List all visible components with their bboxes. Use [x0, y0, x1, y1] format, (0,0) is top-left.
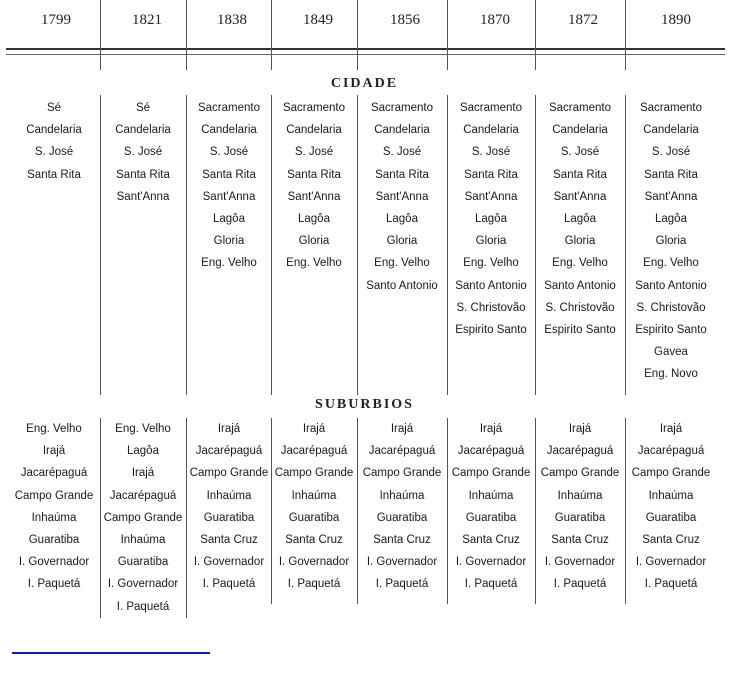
column-divider — [186, 0, 187, 70]
parish-name: Eng. Velho — [115, 423, 171, 435]
parish-name: Candelaria — [643, 124, 699, 137]
parish-name: I. Governador — [366, 556, 438, 569]
parish-name: Irajá — [217, 423, 241, 435]
parish-name: Jacarépaguá — [546, 445, 614, 458]
column-divider — [625, 0, 626, 70]
suburbios-column-1849 — [268, 418, 360, 596]
parish-name: Santa Cruz — [642, 533, 700, 546]
parish-name: S. José — [34, 146, 74, 159]
parish-name: Sant'Anna — [644, 190, 698, 203]
parish-name: Sé — [135, 102, 151, 114]
parish-name: Gloria — [655, 235, 687, 248]
parish-name: Eng. Velho — [26, 423, 82, 435]
parish-name: I. Paquetá — [553, 578, 607, 591]
parish-name: Santa Rita — [644, 168, 698, 181]
parish-name: Gavea — [654, 346, 688, 359]
parish-name: Espirito Santo — [635, 323, 707, 336]
parish-name: Jacarépaguá — [368, 445, 436, 458]
header-rule-top — [6, 48, 725, 50]
year-header-row — [0, 0, 729, 44]
parish-name: Santa Rita — [464, 168, 518, 181]
parish-name: Candelaria — [552, 124, 608, 137]
parish-name: Eng. Velho — [463, 257, 519, 270]
suburbios-column-1870 — [445, 418, 537, 596]
parish-name: Santa Cruz — [200, 533, 258, 546]
cidade-column-1838 — [183, 97, 275, 275]
parish-name: Eng. Velho — [201, 257, 257, 270]
header-rule-bottom — [6, 54, 725, 55]
parish-name: Santa Rita — [375, 168, 429, 181]
parish-name: Gloria — [386, 235, 418, 248]
parish-name: Santa Rita — [553, 168, 607, 181]
column-divider — [357, 0, 358, 70]
parish-name: Candelaria — [286, 124, 342, 137]
parish-name: S. José — [651, 146, 691, 159]
parish-name: S. José — [382, 146, 422, 159]
parish-name: S. Christovão — [636, 301, 706, 314]
parish-name: Gloria — [475, 235, 507, 248]
parish-name: I. Paquetá — [116, 600, 170, 613]
parish-name: I. Governador — [193, 556, 265, 569]
parish-name: Candelaria — [374, 124, 430, 137]
parish-name: Guaratiba — [465, 511, 517, 524]
parish-name: Lagôa — [386, 212, 418, 225]
parish-name: Irajá — [302, 423, 326, 435]
parish-name: Inhaúma — [468, 489, 514, 502]
parish-name: Irajá — [390, 423, 414, 435]
parish-name: Santa Cruz — [551, 533, 609, 546]
parish-name: Sant'Anna — [375, 190, 429, 203]
year-header-1849: 1849 — [303, 12, 333, 28]
parish-name: Inhaúma — [557, 489, 603, 502]
parish-name: Jacarépaguá — [195, 445, 263, 458]
year-header-1870: 1870 — [480, 12, 510, 28]
parish-name: Eng. Velho — [374, 257, 430, 270]
parish-name: Gloria — [564, 235, 596, 248]
parish-name: Espirito Santo — [455, 323, 527, 336]
parish-name: S. José — [209, 146, 249, 159]
parish-name: Candelaria — [115, 124, 171, 137]
parish-name: Sacramento — [197, 102, 260, 114]
parish-name: Campo Grande — [14, 489, 94, 502]
parish-name: Lagôa — [564, 212, 596, 225]
parish-name: S. Christovão — [545, 301, 615, 314]
parish-name: Campo Grande — [189, 467, 269, 480]
parish-name: Inhaúma — [648, 489, 694, 502]
section-title-cidade: CIDADE — [330, 76, 399, 91]
year-header-1838: 1838 — [217, 12, 247, 28]
cidade-column-1799 — [8, 97, 100, 186]
parish-name: Campo Grande — [540, 467, 620, 480]
parish-name: I. Governador — [544, 556, 616, 569]
parish-name: Santo Antonio — [635, 279, 707, 292]
parish-name: Irajá — [659, 423, 683, 435]
parish-name: Santa Cruz — [373, 533, 431, 546]
parish-name: S. José — [294, 146, 334, 159]
parish-name: Lagôa — [655, 212, 687, 225]
parish-name: I. Governador — [635, 556, 707, 569]
parish-name: I. Paquetá — [464, 578, 518, 591]
parish-name: Eng. Velho — [552, 257, 608, 270]
cidade-column-1890 — [625, 97, 717, 385]
parish-name: I. Governador — [107, 578, 179, 591]
parish-name: Santo Antonio — [366, 279, 438, 292]
parish-name: Campo Grande — [103, 511, 183, 524]
parish-name: Santa Rita — [287, 168, 341, 181]
parish-name: I. Governador — [455, 556, 527, 569]
cidade-column-1821 — [97, 97, 189, 208]
parish-name: I. Paquetá — [202, 578, 256, 591]
parish-name: Campo Grande — [631, 467, 711, 480]
parish-name: Lagôa — [475, 212, 507, 225]
parish-name: Inhaúma — [206, 489, 252, 502]
year-header-1890: 1890 — [661, 12, 691, 28]
cidade-column-1849 — [268, 97, 360, 275]
parish-name: Irajá — [131, 467, 155, 480]
parish-name: Inhaúma — [291, 489, 337, 502]
parish-name: I. Governador — [18, 556, 90, 569]
parish-name: Santo Antonio — [455, 279, 527, 292]
parish-name: Santa Cruz — [285, 533, 343, 546]
year-header-1856: 1856 — [390, 12, 420, 28]
parish-name: Sacramento — [459, 102, 522, 114]
parish-name: Sant'Anna — [116, 190, 170, 203]
parish-name: Guaratiba — [554, 511, 606, 524]
parish-name: Guaratiba — [376, 511, 428, 524]
parish-name: Sacramento — [548, 102, 611, 114]
year-header-1821: 1821 — [132, 12, 162, 28]
column-divider — [535, 0, 536, 70]
parish-name: Santo Antonio — [544, 279, 616, 292]
parish-name: Sant'Anna — [202, 190, 256, 203]
parish-name: Eng. Velho — [286, 257, 342, 270]
cidade-column-1870 — [445, 97, 537, 341]
parish-name: I. Paquetá — [287, 578, 341, 591]
column-divider — [447, 0, 448, 70]
cidade-column-1872 — [534, 97, 626, 341]
parish-name: Eng. Novo — [644, 368, 698, 381]
parish-name: Campo Grande — [451, 467, 531, 480]
parish-name: Irajá — [479, 423, 503, 435]
parish-name: Irajá — [42, 445, 66, 458]
parish-name: Guaratiba — [645, 511, 697, 524]
parish-name: I. Paquetá — [644, 578, 698, 591]
parish-name: Candelaria — [463, 124, 519, 137]
parish-name: Jacarépaguá — [280, 445, 348, 458]
year-header-1872: 1872 — [568, 12, 598, 28]
parish-name: Sant'Anna — [464, 190, 518, 203]
parish-name: Irajá — [568, 423, 592, 435]
parish-name: Gloria — [213, 235, 245, 248]
parish-name: S. José — [471, 146, 511, 159]
suburbios-column-1799 — [8, 418, 100, 596]
parish-name: Candelaria — [26, 124, 82, 137]
parish-name: Lagôa — [127, 445, 159, 458]
suburbios-column-1821 — [97, 418, 189, 618]
parish-name: S. José — [123, 146, 163, 159]
parish-name: I. Paquetá — [27, 578, 81, 591]
parish-name: Jacarépaguá — [457, 445, 525, 458]
column-divider — [100, 0, 101, 70]
parish-name: Guaratiba — [117, 556, 169, 569]
suburbios-column-1890 — [625, 418, 717, 596]
parish-name: Jacarépaguá — [109, 489, 177, 502]
parish-name: Lagôa — [298, 212, 330, 225]
parish-name: Lagôa — [213, 212, 245, 225]
parish-name: Sé — [46, 102, 62, 114]
parish-name: Santa Cruz — [462, 533, 520, 546]
parish-name: Gloria — [298, 235, 330, 248]
parish-name: Sant'Anna — [287, 190, 341, 203]
parish-name: Jacarépaguá — [637, 445, 705, 458]
parish-name: Espirito Santo — [544, 323, 616, 336]
parish-name: Campo Grande — [274, 467, 354, 480]
parish-name: S. Christovão — [456, 301, 526, 314]
year-header-1799: 1799 — [41, 12, 71, 28]
parish-name: Jacarépaguá — [20, 467, 88, 480]
parish-name: Sacramento — [639, 102, 702, 114]
parish-name: S. José — [560, 146, 600, 159]
parish-name: Santa Rita — [116, 168, 170, 181]
parish-name: Eng. Velho — [643, 257, 699, 270]
column-divider — [271, 0, 272, 70]
parish-name: Sacramento — [282, 102, 345, 114]
parish-name: I. Governador — [278, 556, 350, 569]
parish-name: Inhaúma — [379, 489, 425, 502]
parish-name: Campo Grande — [362, 467, 442, 480]
suburbios-column-1838 — [183, 418, 275, 596]
parish-name: Sacramento — [370, 102, 433, 114]
parish-name: I. Paquetá — [375, 578, 429, 591]
parish-name: Sant'Anna — [553, 190, 607, 203]
suburbios-column-1872 — [534, 418, 626, 596]
suburbios-column-1856 — [356, 418, 448, 596]
parish-name: Guaratiba — [28, 533, 80, 546]
parish-name: Guaratiba — [203, 511, 255, 524]
parish-name: Guaratiba — [288, 511, 340, 524]
parish-name: Santa Rita — [202, 168, 256, 181]
parish-name: Santa Rita — [27, 168, 81, 181]
cidade-column-1856 — [356, 97, 448, 297]
footnote-separator — [12, 652, 210, 654]
parish-name: Inhaúma — [31, 511, 77, 524]
parish-name: Inhaúma — [120, 533, 166, 546]
section-title-suburbios: SUBURBIOS — [315, 397, 414, 412]
parish-name: Candelaria — [201, 124, 257, 137]
